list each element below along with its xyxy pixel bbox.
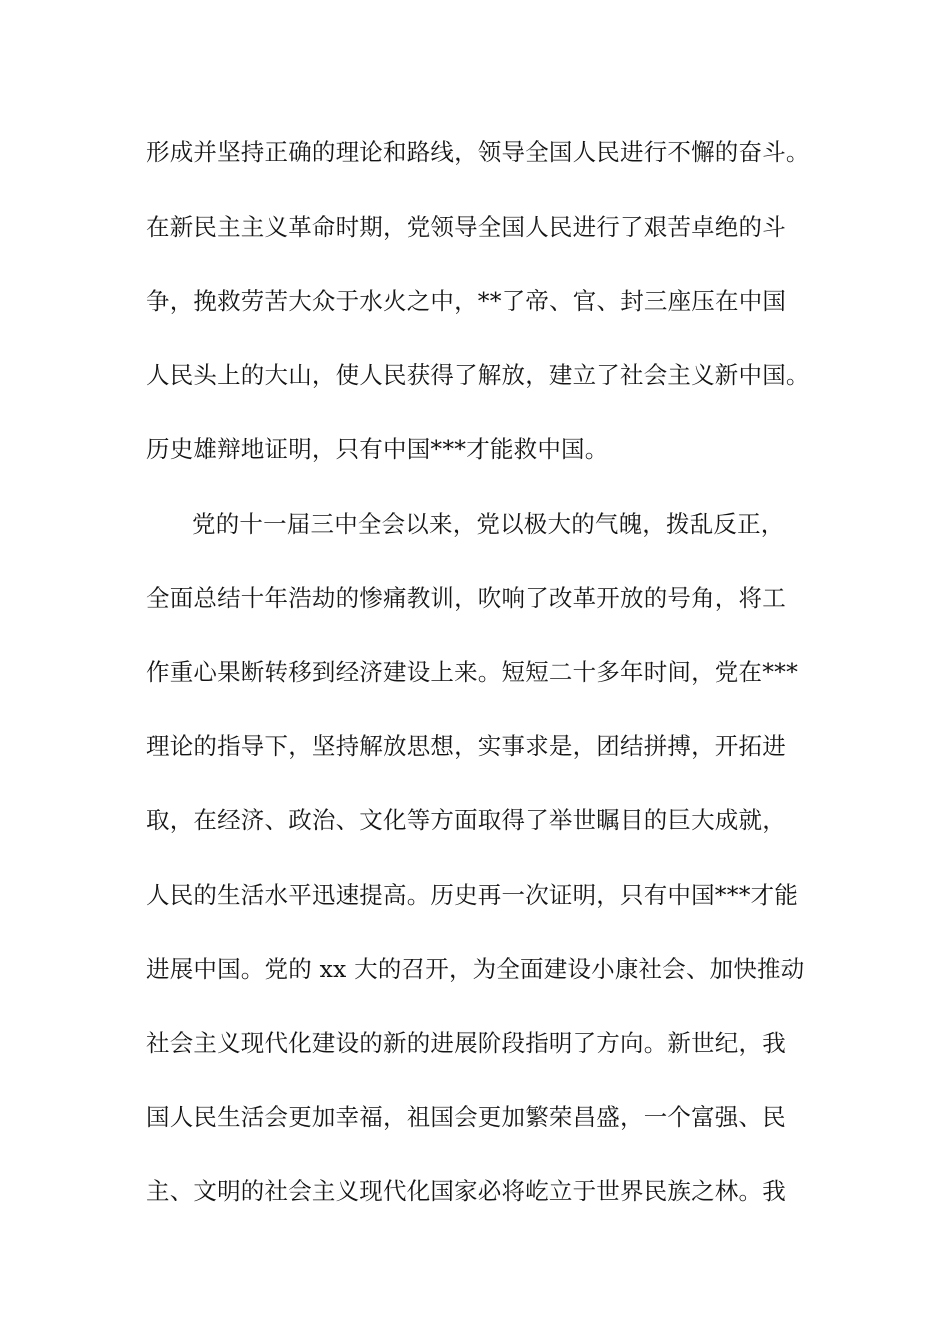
text-line: 全面总结十年浩劫的惨痛教训，吹响了改革开放的号角，将工 (146, 584, 786, 612)
text-line: 理论的指导下，坚持解放思想，实事求是，团结拼搏，开拓进 (146, 732, 786, 760)
text-line: 主、文明的社会主义现代化国家必将屹立于世界民族之林。我 (146, 1177, 786, 1205)
text-line: 人民的生活水平迅速提高。历史再一次证明，只有中国***才能 (146, 881, 799, 909)
text-line: 形成并坚持正确的理论和路线，领导全国人民进行不懈的奋斗。 (146, 138, 810, 166)
text-line: 国人民生活会更加幸福，祖国会更加繁荣昌盛，一个富强、民 (146, 1103, 786, 1131)
text-line: 取，在经济、政治、文化等方面取得了举世瞩目的巨大成就， (146, 806, 786, 834)
text-line: 社会主义现代化建设的新的进展阶段指明了方向。新世纪，我 (146, 1029, 786, 1057)
text-line: 在新民主主义革命时期，党领导全国人民进行了艰苦卓绝的斗 (146, 213, 786, 241)
paragraph-first-line: 党的十一届三中全会以来，党以极大的气魄，拨乱反正， (192, 510, 785, 538)
text-line: 作重心果断转移到经济建设上来。短短二十多年时间，党在*** (146, 658, 799, 686)
text-line: 进展中国。党的 xx 大的召开，为全面建设小康社会、加快推动 (146, 955, 805, 983)
text-line: 历史雄辩地证明，只有中国***才能救中国。 (146, 435, 609, 463)
text-line: 人民头上的大山，使人民获得了解放，建立了社会主义新中国。 (146, 361, 810, 389)
text-line: 争，挽救劳苦大众于水火之中，**了帝、官、封三座压在中国 (146, 287, 787, 315)
